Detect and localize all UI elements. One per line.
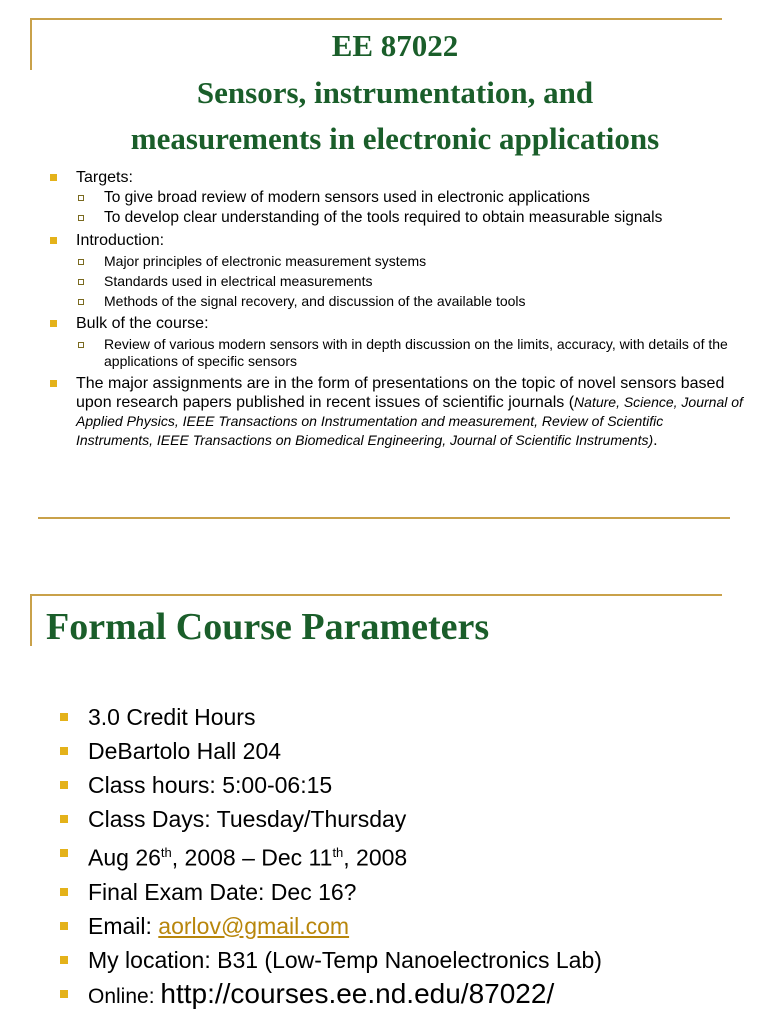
hollow-square-bullet-icon <box>78 259 84 265</box>
square-bullet-icon <box>60 713 68 721</box>
list-item: Introduction: <box>44 231 744 250</box>
square-bullet-icon <box>50 237 57 244</box>
course-title-line1: Sensors, instrumentation, and <box>196 75 594 110</box>
list-item: Class hours: 5:00-06:15 <box>60 768 760 802</box>
list-item: Class Days: Tuesday/Thursday <box>60 802 760 836</box>
slide2-title: Formal Course Parameters <box>46 606 490 648</box>
square-bullet-icon <box>50 320 57 327</box>
square-bullet-icon <box>60 815 68 823</box>
square-bullet-icon <box>60 956 68 964</box>
list-item: Online: http://courses.ee.nd.edu/87022/ <box>60 977 760 1014</box>
list-item: The major assignments are in the form of presentations on the topic of novel sensors based upon research papers published in recent issues of scientific journals (Nature, Science, Journal of Applied Physics, IEEE Transactions on Instrumentation and measurement, Review of Scientific Instruments, IEEE Transactions on Biomedical Engineering, Journal of Scientific Instruments). <box>44 374 744 450</box>
list-item: Standards used in electrical measurements <box>44 273 744 290</box>
square-bullet-icon <box>60 888 68 896</box>
course-overview-list <box>44 168 744 450</box>
list-item: Bulk of the course: <box>44 314 744 333</box>
course-parameters-list <box>60 700 760 1014</box>
list-item: 3.0 Credit Hours <box>60 700 760 734</box>
list-item: To give broad review of modern sensors used in electronic applications <box>44 189 744 207</box>
list-item: My location: B31 (Low-Temp Nanoelectronics Lab) <box>60 943 760 977</box>
square-bullet-icon <box>60 990 68 998</box>
square-bullet-icon <box>60 747 68 755</box>
list-item: DeBartolo Hall 204 <box>60 734 760 768</box>
hollow-square-bullet-icon <box>78 195 84 201</box>
slide2-left-rule <box>30 594 32 646</box>
list-item: Review of various modern sensors with in depth discussion on the limits, accuracy, with details of the applications of specific sensors <box>44 336 744 370</box>
course-title-line2: measurements in electronic applications <box>130 121 660 156</box>
list-item: Aug 26th, 2008 – Dec 11th, 2008 <box>60 836 760 875</box>
list-item: Major principles of electronic measurement systems <box>44 253 744 270</box>
list-item: Targets: <box>44 168 744 187</box>
hollow-square-bullet-icon <box>78 342 84 348</box>
course-code-title: EE 87022 <box>331 28 459 63</box>
list-item: Email: aorlov@gmail.com <box>60 909 760 943</box>
list-item: Final Exam Date: Dec 16? <box>60 875 760 909</box>
slide1-top-rule <box>30 18 722 20</box>
hollow-square-bullet-icon <box>78 299 84 305</box>
square-bullet-icon <box>60 849 68 857</box>
hollow-square-bullet-icon <box>78 215 84 221</box>
hollow-square-bullet-icon <box>78 279 84 285</box>
slide2-top-rule <box>30 594 722 596</box>
square-bullet-icon <box>50 174 57 181</box>
slide1-bottom-rule <box>38 517 730 519</box>
square-bullet-icon <box>60 781 68 789</box>
online-url[interactable]: http://courses.ee.nd.edu/87022/ <box>160 977 555 1009</box>
square-bullet-icon <box>60 922 68 930</box>
email-link[interactable]: aorlov@gmail.com <box>158 912 350 939</box>
list-item: Methods of the signal recovery, and discussion of the available tools <box>44 293 744 310</box>
list-item: To develop clear understanding of the tools required to obtain measurable signals <box>44 209 744 227</box>
square-bullet-icon <box>50 380 57 387</box>
